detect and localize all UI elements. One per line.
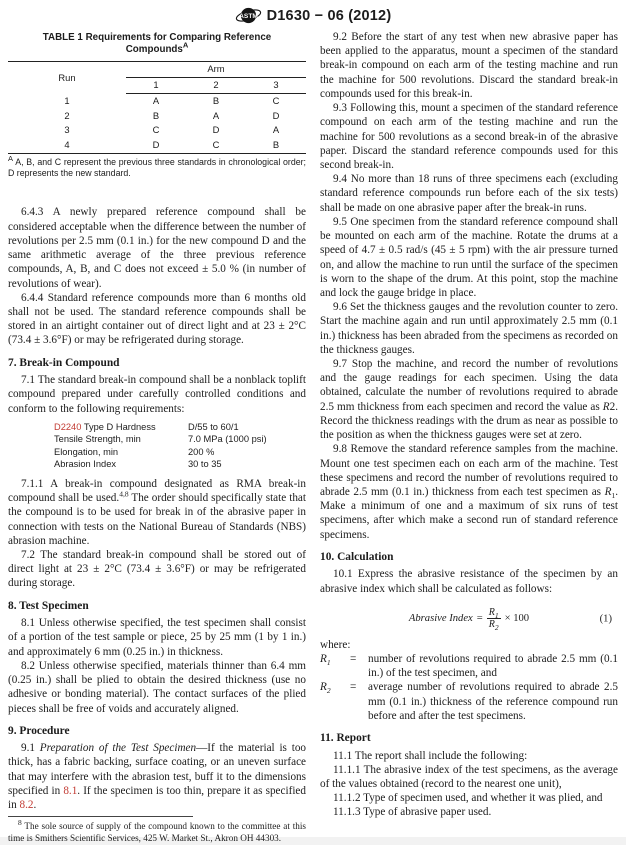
svg-text:ASTM: ASTM <box>238 13 258 20</box>
table-cell: A <box>152 94 160 106</box>
abrasive-index-equation <box>326 607 612 631</box>
fraction-denominator: $R_2$ <box>488 619 499 633</box>
spec-row <box>54 458 306 471</box>
spec-value: 200 % <box>188 446 215 457</box>
term-r1: $R_1$ <box>320 653 331 668</box>
paragraph-11-1: 11.1 The report shall include the following: <box>333 749 528 762</box>
paragraph-9-7: 9.7 Stop the machine, and record the number of revolutions and the gauge readings for each specimen. Using the data obtained, calculate the number of revolutions required to abrade 2.5 mm thickness from each specimen and record the value as R2. Record the thickness readings with the drum as near as possible to the position as when the thickness gauges were set at zero. <box>320 358 618 442</box>
table-cell: C <box>272 94 280 106</box>
table-cell: C <box>212 138 220 150</box>
where-label: where: <box>320 638 351 651</box>
paragraph-9-3: 9.3 Following this, mount a specimen of the standard reference compound on each arm of the testing machine and run the machine for 500 revolutions as a second break-in of the abrasive paper. Discard the standard reference compounds used for this second break-in. <box>320 102 618 171</box>
paragraph-11-1-1: 11.1.1 The abrasive index of the test specimens, as the average of the values obtained (record to the nearest one unit), <box>320 763 618 791</box>
left-column <box>8 30 307 844</box>
section-heading-11: 11. Report <box>320 732 371 745</box>
table-cell: D <box>212 124 220 136</box>
paragraph-6-4-4: 6.4.4 Standard reference compounds more than 6 months old shall not be used. The standard reference compounds shall be stored in an airtight container out of direct light and at 23 ± 2°C (73.4 ± 3.6°F) or may be refrigerated during storage. <box>8 291 306 347</box>
astm-logo-icon <box>235 6 262 25</box>
page-header <box>8 3 618 30</box>
two-column-body <box>8 30 618 844</box>
paragraph-9-4: 9.4 No more than 18 runs of three specimens each (excluding standard reference compounds run before each of the six tests) shall be made on one abrasive paper after the break-in runs. <box>320 173 618 214</box>
definition-text: number of revolutions required to abrade 2.5 mm (0.1 in.) of the test specimen, and <box>368 653 618 680</box>
paragraph-8-2: 8.2 Unless otherwise specified, materials thinner than 6.4 mm (0.25 in.) shall be plied to obtain the desired thickness (use no adhesive or bonding material). The contact surfaces of the plied pieces shall be free of voids and accurately aligned. <box>8 659 306 715</box>
where-definition-r1 <box>320 652 618 680</box>
equals-sign: = <box>476 613 483 625</box>
table-1-run-header: Run <box>58 71 76 83</box>
paragraph-7-1-1: 7.1.1 A break-in compound designated as RMA break-in compound shall be used.$^{4,8}$ The order should specifically state that the compound is to be used for break in of the abrasive paper in connection with tests on the National Bureau of Standards (NBS) abrasion machine. <box>8 477 306 547</box>
spec-label <box>54 421 188 434</box>
footnote-rule <box>8 816 193 817</box>
table-cell: D <box>152 138 160 150</box>
paragraph-10-1: 10.1 Express the abrasive resistance of the specimen by an abrasive index which shall be calculated as follows: <box>320 568 618 595</box>
equals-sign: = <box>350 681 357 694</box>
table-1-arm-col: 3 <box>246 78 306 94</box>
right-column <box>320 30 618 831</box>
table-1-grid <box>8 61 306 153</box>
table-cell: A <box>212 109 220 121</box>
spec-row <box>54 433 306 446</box>
spec-value: 7.0 MPa (1000 psi) <box>188 434 267 445</box>
fraction-numerator: $R_1$ <box>488 606 499 620</box>
spec-value: D/55 to 60/1 <box>188 421 239 432</box>
page-footnote <box>8 812 306 845</box>
paragraph-8-1: 8.1 Unless otherwise specified, the test specimen shall consist of a portion of the test sample or piece, 25 by 25 mm (1 by 1 in.) and approximately 6 mm (0.25 in.) in thickness. <box>8 617 306 658</box>
spec-row <box>54 446 306 459</box>
equation-fraction <box>487 607 501 631</box>
table-cell: 4 <box>64 138 70 150</box>
paragraph-7-2: 7.2 The standard break-in compound shall be stored out of direct light at 23 ± 2°C (73.4 ± 3.6°F) or may be refrigerated during storage. <box>8 549 306 590</box>
paragraph-7-1: 7.1 The standard break-in compound shall be a nonblack toplift compound prepared under carefully controlled conditions and conform to the following requirements: <box>8 374 306 415</box>
reference-link[interactable]: 8.2 <box>19 799 34 812</box>
reference-link-d2240[interactable]: D2240 <box>54 421 82 432</box>
spec-label: Tensile Strength, min <box>54 434 141 445</box>
table-1-arm-col: 1 <box>126 78 186 94</box>
standard-designation: D1630 − 06 (2012) <box>266 7 392 24</box>
table-1 <box>8 30 306 179</box>
table-cell: A <box>272 124 280 136</box>
table-cell: 2 <box>64 109 70 121</box>
table-cell: B <box>152 109 160 121</box>
section-heading-7: 7. Break-in Compound <box>8 356 120 369</box>
paragraph-11-1-2: 11.1.2 Type of specimen used, and whether it was plied, and <box>333 792 603 805</box>
table-1-footnote: $^A$ A, B, and C represent the previous three standards in chronological order; D represents the new standard. <box>8 153 306 179</box>
equals-sign: = <box>350 653 357 666</box>
table-1-arm-col: 2 <box>186 78 246 94</box>
section-heading-9: 9. Procedure <box>8 724 70 737</box>
table-cell: 1 <box>64 94 70 106</box>
breakin-requirements-list <box>54 421 306 471</box>
paragraph-9-5: 9.5 One specimen from the standard reference compound shall be mounted on each arm of the machine. Rotate the drums at a speed of 4.7 ± 0.5 rad/s (45 ± 5 rpm) with the air pressure turned on, and allow the machine to run until the surface of the specimen is worn to the shape of the drum. At this point, stop the machine and lock the gauge bridge in place. <box>320 215 618 299</box>
table-cell: C <box>152 124 160 136</box>
equation-multiplier: × 100 <box>504 613 530 625</box>
reference-link[interactable]: 8.1 <box>63 784 78 797</box>
spec-row <box>54 421 306 434</box>
footnote-8-text: $^8$ The sole source of supply of the compound known to the committee at this time is Smithers Scientific Services, 425 W. Market St., Akron OH 44303. <box>8 818 306 844</box>
paragraph-9-6: 9.6 Set the thickness gauges and the revolution counter to zero. Start the machine again and run until approximately 2.5 mm (0.1 in.) thickness has been abraded from the specimens as recorded on the thickness gauges. <box>320 301 618 356</box>
paragraph-9-8: 9.8 Remove the standard reference samples from the machine. Mount one test specimen each on each arm of the machine. Test these specimens and record the number of revolutions required to abrade 2.5 mm (0.1 in.) thickness from each test specimen as $R_1$. Make a minimum of one and a maximum of six runs of test specimens, after which make a second run of standard reference specimens. <box>320 443 618 541</box>
table-row <box>8 123 306 138</box>
table-1-arm-header: Arm <box>126 62 306 78</box>
table-cell: B <box>212 94 220 106</box>
table-cell: 3 <box>64 124 70 136</box>
equation-number: (1) <box>599 613 612 625</box>
table-cell: B <box>272 138 280 150</box>
spec-value: 30 to 35 <box>188 459 222 470</box>
paragraph-9-1: 9.1 Preparation of the Test Specimen—If the material is too thick, has a fabric backing, surface coating, or an uneven surface that may interfere with the abrasion test, buff it to the dimensions specified in 8.1. If the specimen is too thin, prepare it as specified in 8.2. <box>8 742 307 812</box>
paragraph-9-2: 9.2 Before the start of any test when new abrasive paper has been applied to the apparatus, mount a specimen of the standard break-in compound on each arm of the testing machine and run the machine for 500 revolutions. Discard the standard break-in compounds used for this break-in. <box>320 31 618 100</box>
term-r2: $R_2$ <box>320 681 331 696</box>
table-row <box>8 93 306 108</box>
definition-text: average number of revolutions required to abrade 2.5 mm (0.1 in.) thickness of the reference compound run before and after the test specimens. <box>368 681 618 722</box>
spec-label: Elongation, min <box>54 446 119 457</box>
paragraph-11-1-3: 11.1.3 Type of abrasive paper used. <box>333 806 492 819</box>
table-row <box>8 138 306 153</box>
where-definition-r2 <box>320 680 618 723</box>
spec-label-text: Type D Hardness <box>81 421 156 432</box>
spec-label: Abrasion Index <box>54 459 117 470</box>
paragraph-6-4-3: 6.4.3 A newly prepared reference compound shall be considered acceptable when the difference between the number of revolutions per 2.5 mm (0.1 in.) for the new compound D and the same arithmetic average of the three previous reference compounds, A, B, and C does not exceed ± 5.0 % (in number of revolutions of wear). <box>8 206 306 290</box>
table-row <box>8 109 306 124</box>
table-cell: D <box>272 109 280 121</box>
section-heading-8: 8. Test Specimen <box>8 599 89 612</box>
table-1-caption: TABLE 1 Requirements for Comparing Reference Compounds$^A$ <box>42 32 272 56</box>
section-heading-10: 10. Calculation <box>320 550 394 563</box>
equation-lhs: Abrasive Index <box>408 613 473 625</box>
